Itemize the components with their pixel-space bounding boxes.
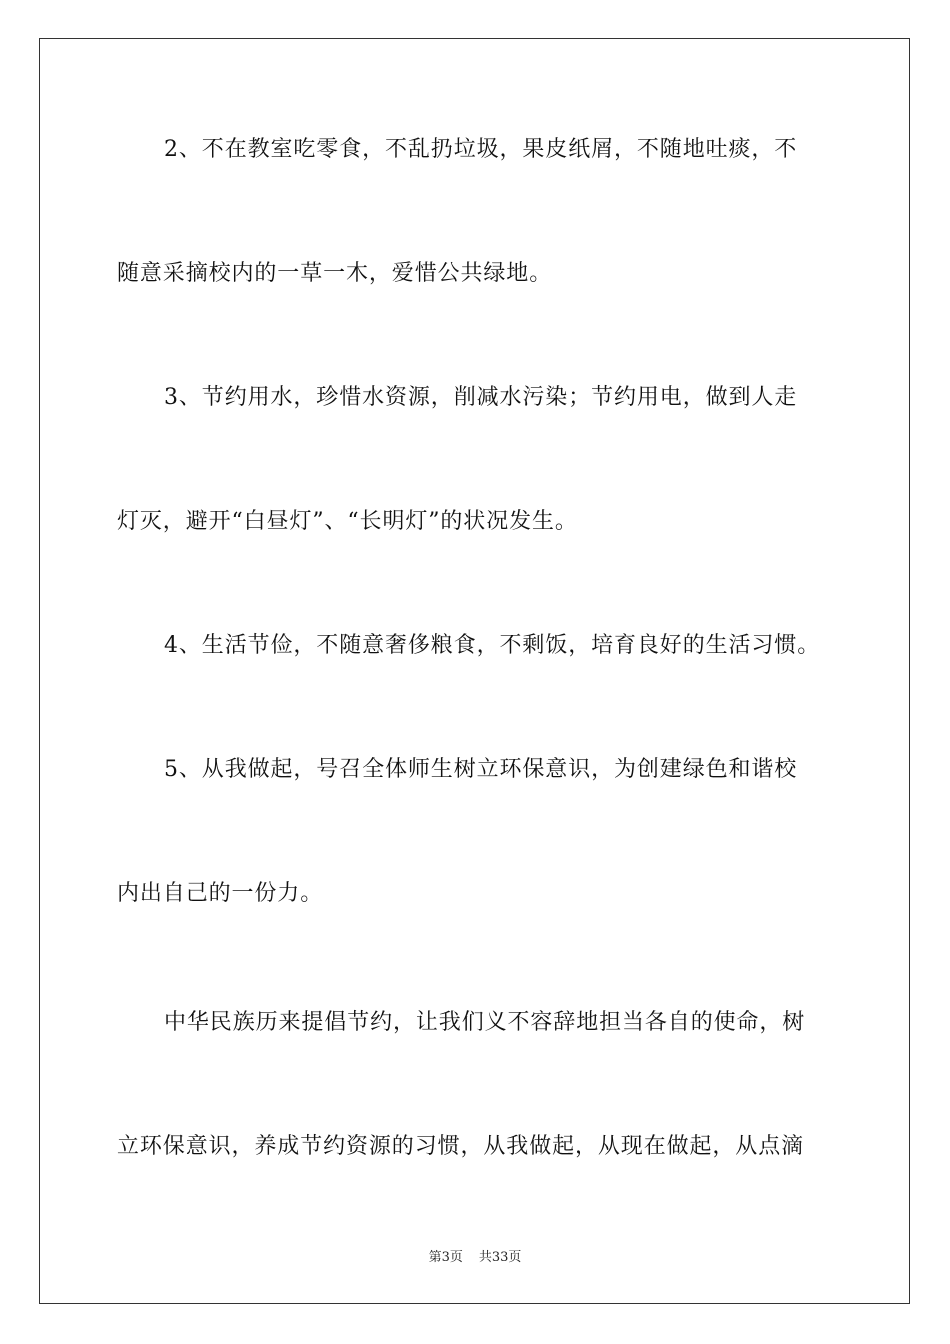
paragraph-line: 2、不在教室吃零食，不乱扔垃圾，果皮纸屑，不随地吐痰，不 xyxy=(164,137,798,162)
paragraph-line: 内出自己的一份力。 xyxy=(117,881,324,906)
paragraph-line: 4、生活节俭，不随意奢侈粮食，不剩饭，培育良好的生活习惯。 xyxy=(164,633,821,658)
page-footer xyxy=(0,1246,950,1265)
paragraph-line: 立环保意识，养成节约资源的习惯，从我做起，从现在做起，从点滴 xyxy=(117,1134,805,1159)
paragraph-line: 灯灭，避开“白昼灯”、“长明灯”的状况发生。 xyxy=(117,509,578,534)
paragraph-line: 随意采摘校内的一草一木，爱惜公共绿地。 xyxy=(117,261,553,286)
page-total: 共33页 xyxy=(478,1250,522,1265)
paragraph-line: 3、节约用水，珍惜水资源，削减水污染；节约用电，做到人走 xyxy=(164,385,798,410)
paragraph-line: 5、从我做起，号召全体师生树立环保意识，为创建绿色和谐校 xyxy=(164,757,798,782)
paragraph-line: 中华民族历来提倡节约，让我们义不容辞地担当各自的使命，树 xyxy=(164,1010,806,1035)
page-border xyxy=(39,38,910,1304)
page-number: 第3页 xyxy=(428,1250,463,1265)
